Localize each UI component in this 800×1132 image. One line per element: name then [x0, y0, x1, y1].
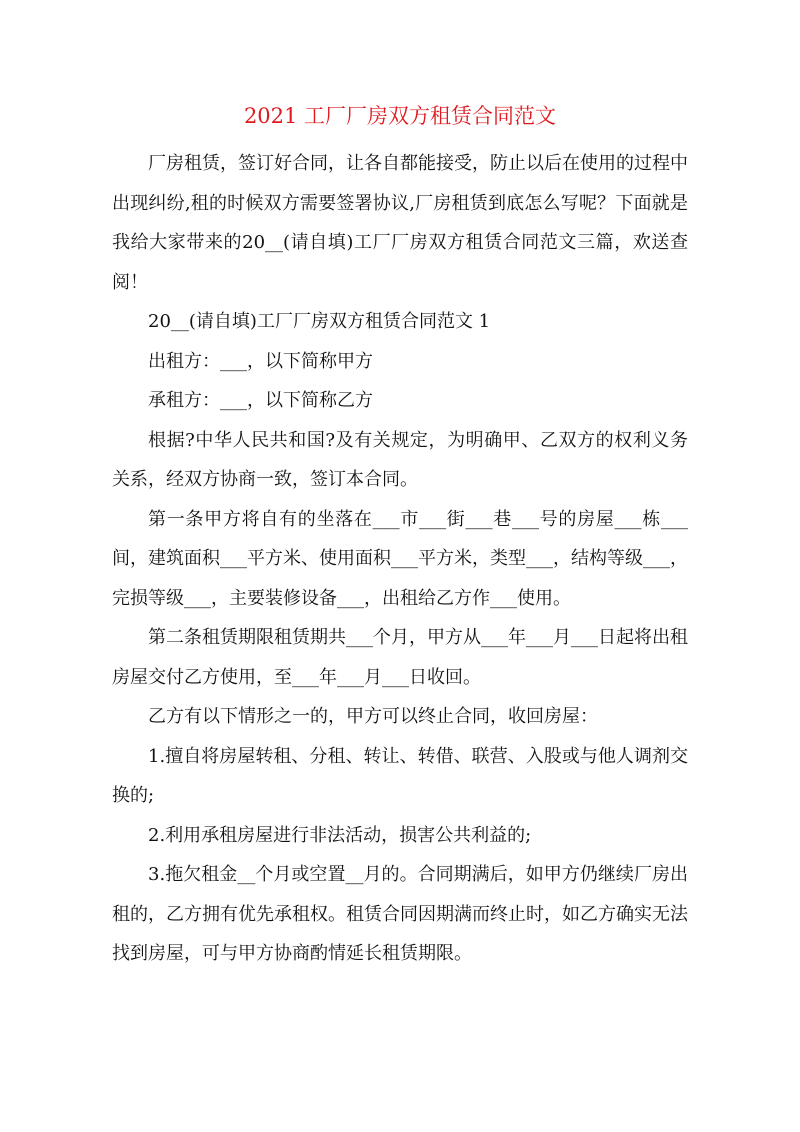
paragraph-condition-3: 3.拖欠租金__个月或空置__月的。合同期满后，如甲方仍继续厂房出租的，乙方拥有优先承租权。租赁合同因期满而终止时，如乙方确实无法找到房屋，可与甲方协商酌情延长租赁期限。 — [112, 864, 688, 964]
paragraph-condition-1: 1.擅自将房屋转租、分租、转让、转借、联营、入股或与他人调剂交换的; — [112, 745, 688, 806]
paragraph-lessee: 承租方：___，以下简称乙方 — [148, 390, 373, 411]
paragraph-lessor: 出租方：___，以下简称甲方 — [148, 350, 373, 372]
paragraph-article-1: 第一条甲方将自有的坐落在___市___街___巷___号的房屋___栋___间，建筑面积___平方米、使用面积___平方米，类型___，结构等级___，完损等级___，主要装修设备___，出租给乙方作___使用。 — [112, 508, 688, 609]
paragraph-contract-heading: 20__(请自填)工厂厂房双方租赁合同范文 1 — [148, 311, 491, 332]
paragraph-basis: 根据?中华人民共和国?及有关规定，为明确甲、乙双方的权利义务关系，经双方协商一致，签订本合同。 — [112, 429, 688, 490]
paragraph-intro: 厂房租赁，签订好合同，让各自都能接受，防止以后在使用的过程中出现纠纷,租的时候双方需要签署协议,厂房租赁到底怎么写呢？下面就是我给大家带来的20__(请自填)工厂厂房双方租赁合同范文三篇，欢送查阅！ — [112, 153, 688, 293]
paragraph-condition-2: 2.利用承租房屋进行非法活动，损害公共利益的; — [148, 824, 532, 846]
document-title: 2021 工厂厂房双方租赁合同范文 — [243, 104, 557, 128]
paragraph-termination-conditions: 乙方有以下情形之一的，甲方可以终止合同，收回房屋： — [148, 706, 598, 727]
paragraph-article-2: 第二条租赁期限租赁期共___个月，甲方从___年___月___日起将出租房屋交付乙方使用，至___年___月___日收回。 — [112, 627, 688, 688]
